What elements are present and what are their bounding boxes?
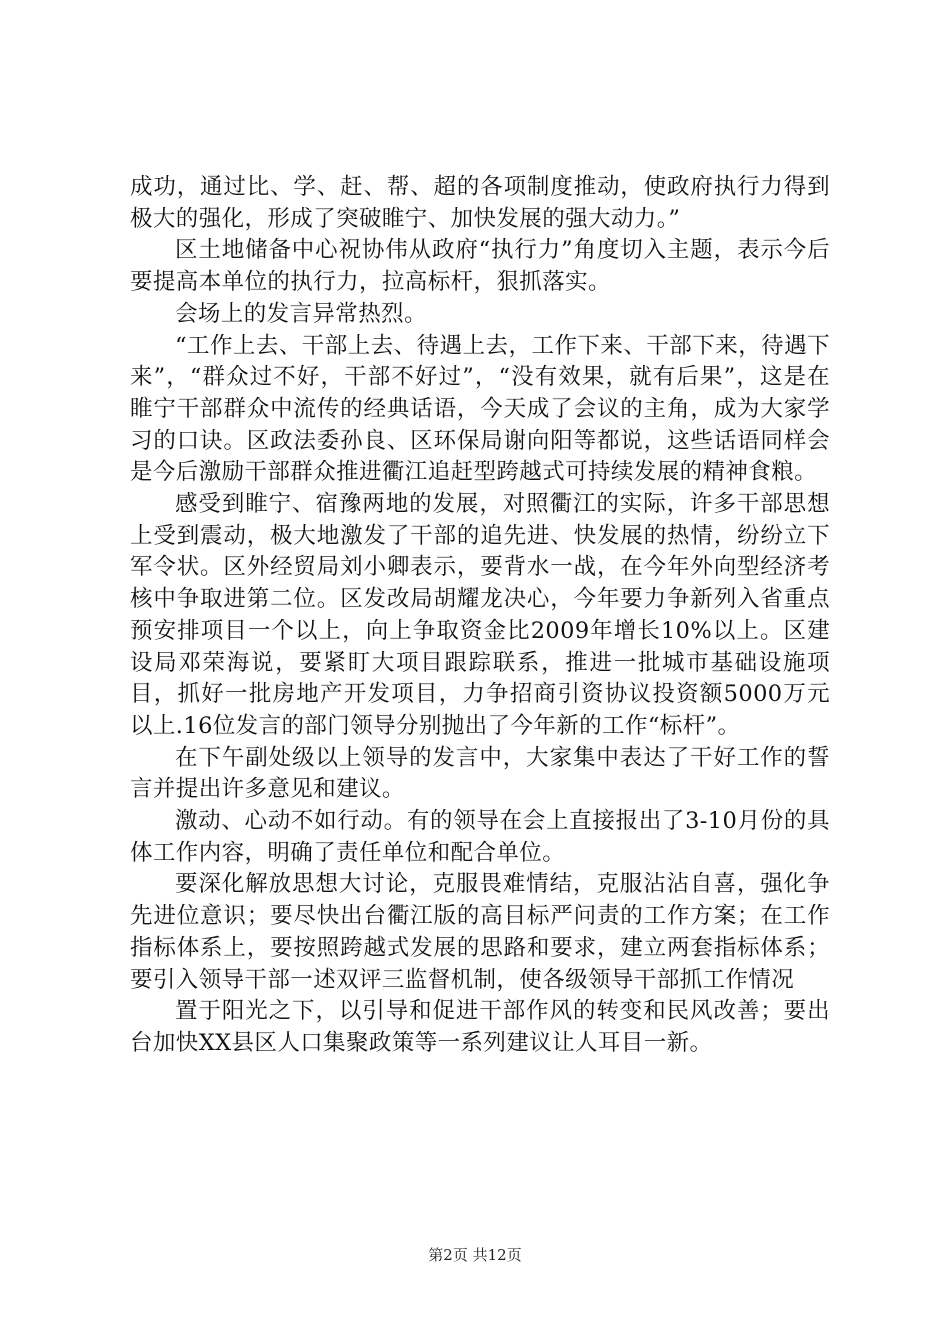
paragraph-2: 区土地储备中心祝协伟从政府“执行力”角度切入主题，表示今后要提高本单位的执行力，拉高标杆，狠抓落实。: [130, 237, 830, 296]
paragraph-4: “工作上去、干部上去、待遇上去，工作下来、干部下来，待遇下来”，“群众过不好，干部不好过”，“没有效果，就有后果”，这是在睢宁干部群众中流传的经典话语，今天成了会议的主角，成为大家学习的口诀。区政法委孙良、区环保局谢向阳等都说，这些话语同样会是今后激励干部群众推进衢江追赶型跨越式可持续发展的精神食粮。: [130, 332, 830, 486]
paragraph-1: 成功，通过比、学、赶、帮、超的各项制度推动，使政府执行力得到极大的强化，形成了突破睢宁、加快发展的强大动力。”: [130, 174, 830, 232]
paragraph-3: 会场上的发言异常热烈。: [175, 300, 427, 327]
paragraph-8: 要深化解放思想大讨论，克服畏难情结，克服沾沾自喜，强化争先进位意识；要尽快出台衢江版的高目标严问责的工作方案；在工作指标体系上，要按照跨越式发展的思路和要求，建立两套指标体系；要引入领导干部一述双评三监督机制，使各级领导干部抓工作情况: [130, 871, 830, 993]
paragraph-5: 感受到睢宁、宿豫两地的发展，对照衢江的实际，许多干部思想上受到震动，极大地激发了干部的追先进、快发展的热情，纷纷立下军令状。区外经贸局刘小卿表示，要背水一战，在今年外向型经济考核中争取进第二位。区发改局胡耀龙决心，今年要力争新列入省重点预安排项目一个以上，向上争取资金比2009年增长10%以上。区建设局邓荣海说，要紧盯大项目跟踪联系，推进一批城市基础设施项目，抓好一批房地产开发项目，力争招商引资协议投资额5000万元以上.16位发言的部门领导分别抛出了今年新的工作“标杆”。: [130, 491, 830, 739]
document-body: [130, 172, 830, 1060]
page-footer: 第2页 共12页: [428, 1246, 522, 1264]
paragraph-7: 激动、心动不如行动。有的领导在会上直接报出了3-10月份的具体工作内容，明确了责任单位和配合单位。: [130, 808, 830, 866]
paragraph-9: 置于阳光之下，以引导和促进干部作风的转变和民风改善；要出台加快XX县区人口集聚政策等一系列建议让人耳目一新。: [130, 998, 830, 1056]
paragraph-6: 在下午副处级以上领导的发言中，大家集中表达了干好工作的誓言并提出许多意见和建议。: [130, 744, 830, 803]
